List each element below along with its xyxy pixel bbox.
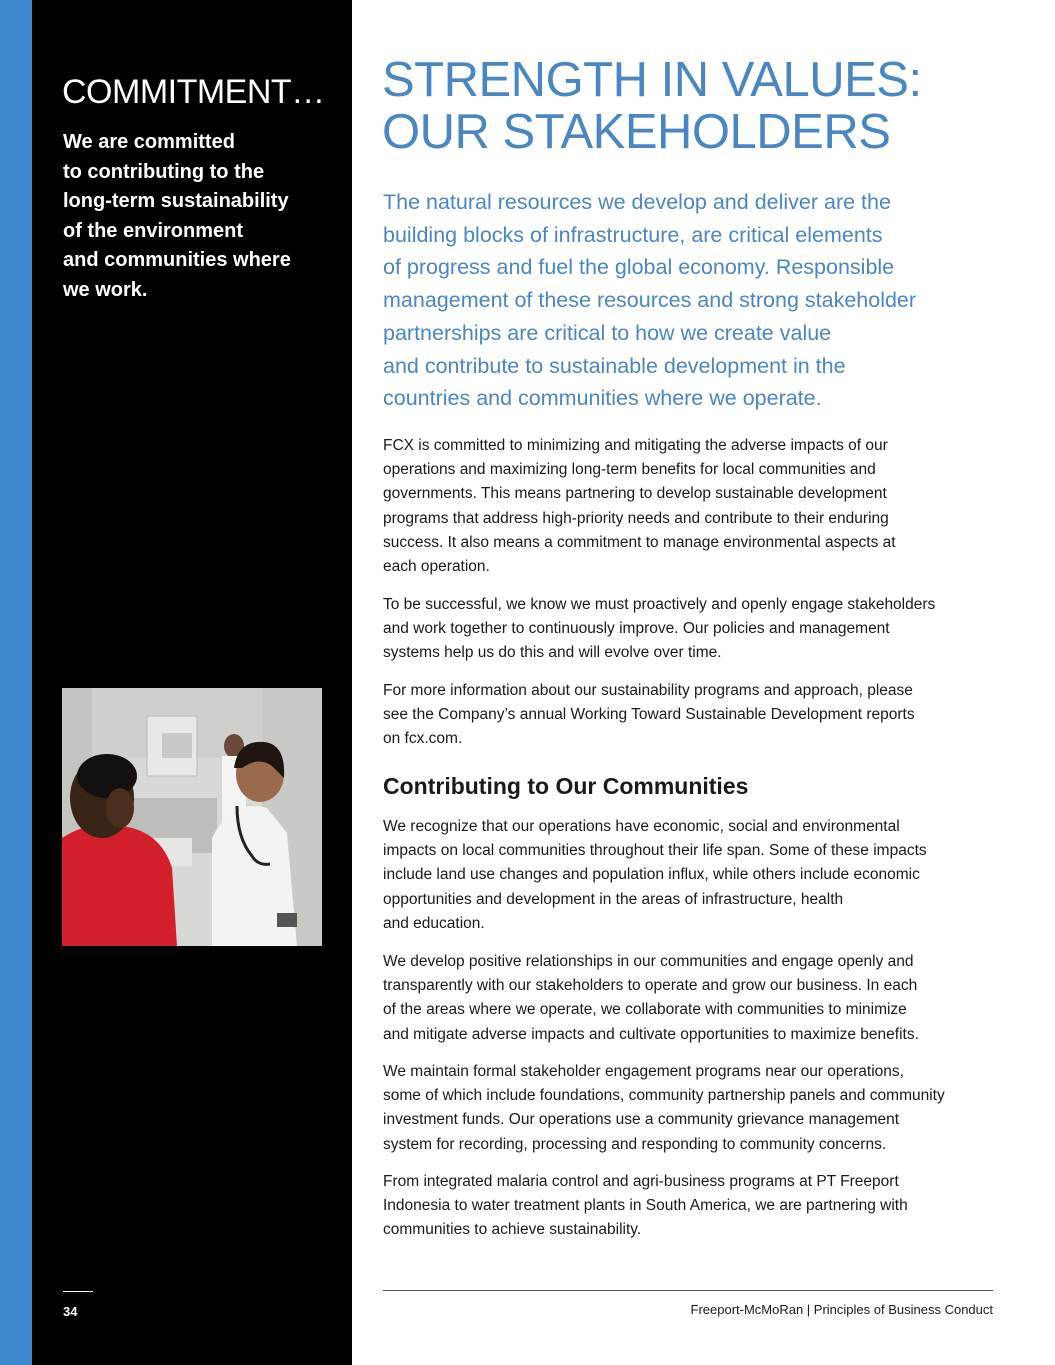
body-line: Indonesia to water treatment plants in South America, we are partnering with [383,1197,908,1215]
body-line: We recognize that our operations have economic, social and environmental [383,818,900,835]
body-line: programs that address high-priority needs and contribute to their enduring [383,509,889,527]
body-line: We develop positive relationships in our communities and engage openly and [383,953,914,970]
body-line: governments. This means partnering to develop sustainable development [383,485,887,503]
sidebar-line: long-term sustainability [63,190,289,212]
sidebar-line: we work. [63,278,148,301]
footer-rule [383,1290,993,1291]
body-paragraph [383,1060,1023,1157]
body-paragraph [383,593,1023,666]
page-title-line: STRENGTH IN VALUES: [382,53,922,107]
body-line: each operation. [383,558,490,576]
sidebar-commitment-text [63,128,338,305]
body-line: and education. [383,914,485,932]
sidebar-line: We are committed [63,131,235,153]
clinic-photo-illustration [62,688,322,946]
body-line: include land use changes and population influx, while others include economic [383,866,920,884]
lead-line: building blocks of infrastructure, are critical elements [383,222,883,247]
body-line: operations and maximizing long-term benefits for local communities and [383,461,876,479]
body-line: of the areas where we operate, we collaborate with communities to minimize [383,1001,907,1019]
lead-line: countries and communities where we operate. [383,386,822,411]
body-paragraph [383,1170,1023,1243]
body-line: FCX is committed to minimizing and mitigating the adverse impacts of our [383,437,888,454]
body-line: opportunities and development in the areas of infrastructure, health [383,890,844,908]
body-line: and mitigate adverse impacts and cultivate opportunities to maximize benefits. [383,1025,919,1043]
page-number-rule [63,1291,93,1292]
page-number: 34 [63,1304,78,1319]
body-paragraph [383,679,1023,752]
body-line: on fcx.com. [383,730,463,748]
lead-line: and contribute to sustainable development in the [383,353,846,378]
body-line: To be successful, we know we must proactively and openly engage stakeholders [383,596,936,613]
body-paragraph [383,815,1023,936]
body-line: impacts on local communities throughout their life span. Some of these impacts [383,842,927,860]
body-line: system for recording, processing and responding to community concerns. [383,1135,887,1153]
sidebar-title: COMMITMENT… [62,73,325,111]
lead-paragraph [383,186,1023,415]
lead-line: management of these resources and strong stakeholder [383,288,917,313]
page-title-line: OUR STAKEHOLDERS [382,105,891,159]
lead-line: of progress and fuel the global economy. Responsible [383,255,895,280]
body-line: systems help us do this and will evolve over time. [383,644,722,662]
body-line: some of which include foundations, community partnership panels and community [383,1087,945,1105]
left-accent-strip [0,0,32,1365]
body-line: We maintain formal stakeholder engagement programs near our operations, [383,1063,904,1080]
body-paragraph [383,950,1023,1047]
body-line: investment funds. Our operations use a community grievance management [383,1111,900,1129]
footer-text: Freeport-McMoRan | Principles of Business Conduct [690,1302,993,1317]
sidebar-line: and communities where [63,249,291,271]
sidebar-line: of the environment [63,219,244,242]
sidebar-line: to contributing to the [63,160,265,183]
page-title [382,54,1042,158]
lead-line: The natural resources we develop and deliver are the [383,190,891,214]
body-line: communities to achieve sustainability. [383,1221,642,1239]
body-line: transparently with our stakeholders to operate and grow our business. In each [383,977,918,995]
lead-line: partnerships are critical to how we create value [383,320,832,345]
body-line: For more information about our sustainability programs and approach, please [383,682,913,699]
body-paragraph [383,434,1023,579]
clinic-photo [62,688,322,946]
body-line: From integrated malaria control and agri-business programs at PT Freeport [383,1173,899,1190]
body-line: see the Company’s annual Working Toward Sustainable Development reports [383,706,915,724]
section-heading: Contributing to Our Communities [383,773,749,799]
body-line: and work together to continuously improve. Our policies and management [383,620,890,638]
body-line: success. It also means a commitment to manage environmental aspects at [383,533,896,551]
